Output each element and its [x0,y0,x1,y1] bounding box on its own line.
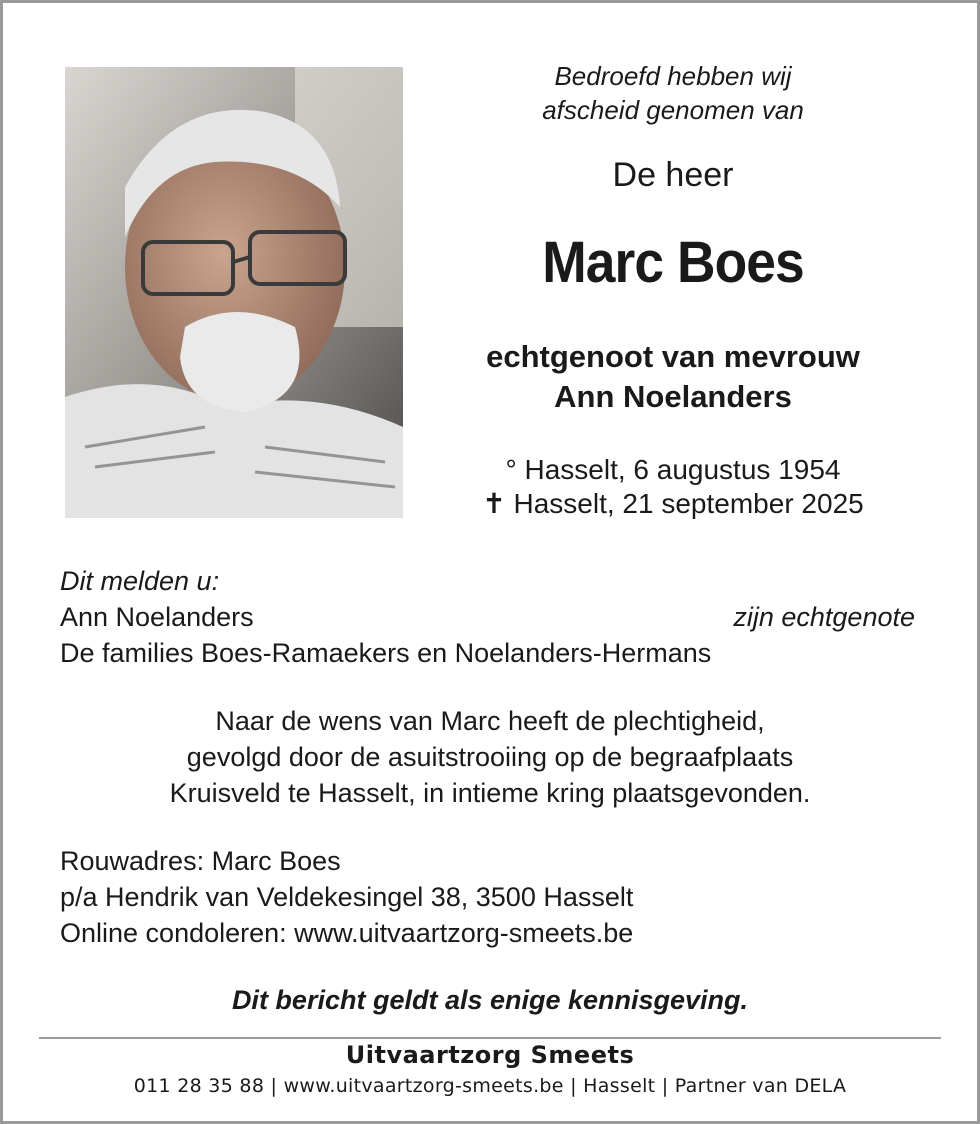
title-text: De heer [612,156,734,194]
notice-text: Dit bericht geldt als enige kennisgeving. [231,985,749,1015]
divider [39,1037,941,1039]
death-date: ✝ Hasselt, 21 september 2025 [482,488,864,519]
mourning-address [60,843,915,951]
message-line-1: Naar de wens van Marc heeft de plechtigheid, [215,706,765,736]
announce-person: Ann Noelanders [60,602,254,632]
address-line-1: Rouwadres: Marc Boes [60,846,341,876]
intro-line-2: afscheid genomen van [542,95,804,125]
message-line-3: Kruisveld te Hasselt, in intieme kring plaatsgevonden. [169,778,811,808]
ceremony-message [3,703,977,811]
address-line-3: Online condoleren: www.uitvaartzorg-smeets.be [60,918,634,948]
spouse-text [463,337,883,417]
birth-date: ° Hasselt, 6 augustus 1954 [505,454,841,485]
announce-row [60,599,915,635]
announce-families: De families Boes-Ramaekers en Noelanders-Hermans [60,638,712,668]
spouse-line-2: Ann Noelanders [554,379,792,414]
deceased-name: Marc Boes [542,230,804,295]
announcement [60,563,915,671]
intro-line-1: Bedroefd hebben wij [554,61,792,91]
message-line-2: gevolgd door de asuitstrooiing op de begraafplaats [186,742,794,772]
announce-relation: zijn echtgenote [733,602,915,632]
announce-heading: Dit melden u: [60,566,220,596]
portrait-photo [65,67,403,518]
spouse-line-1: echtgenoot van mevrouw [486,339,860,374]
footer-company: Uitvaartzorg Smeets [345,1041,635,1069]
dates [463,453,883,521]
address-line-2: p/a Hendrik van Veldekesingel 38, 3500 Hasselt [60,882,634,912]
intro-text [463,59,883,127]
footer-info: 011 28 35 88 | www.uitvaartzorg-smeets.be | Hasselt | Partner van DELA [133,1075,847,1097]
